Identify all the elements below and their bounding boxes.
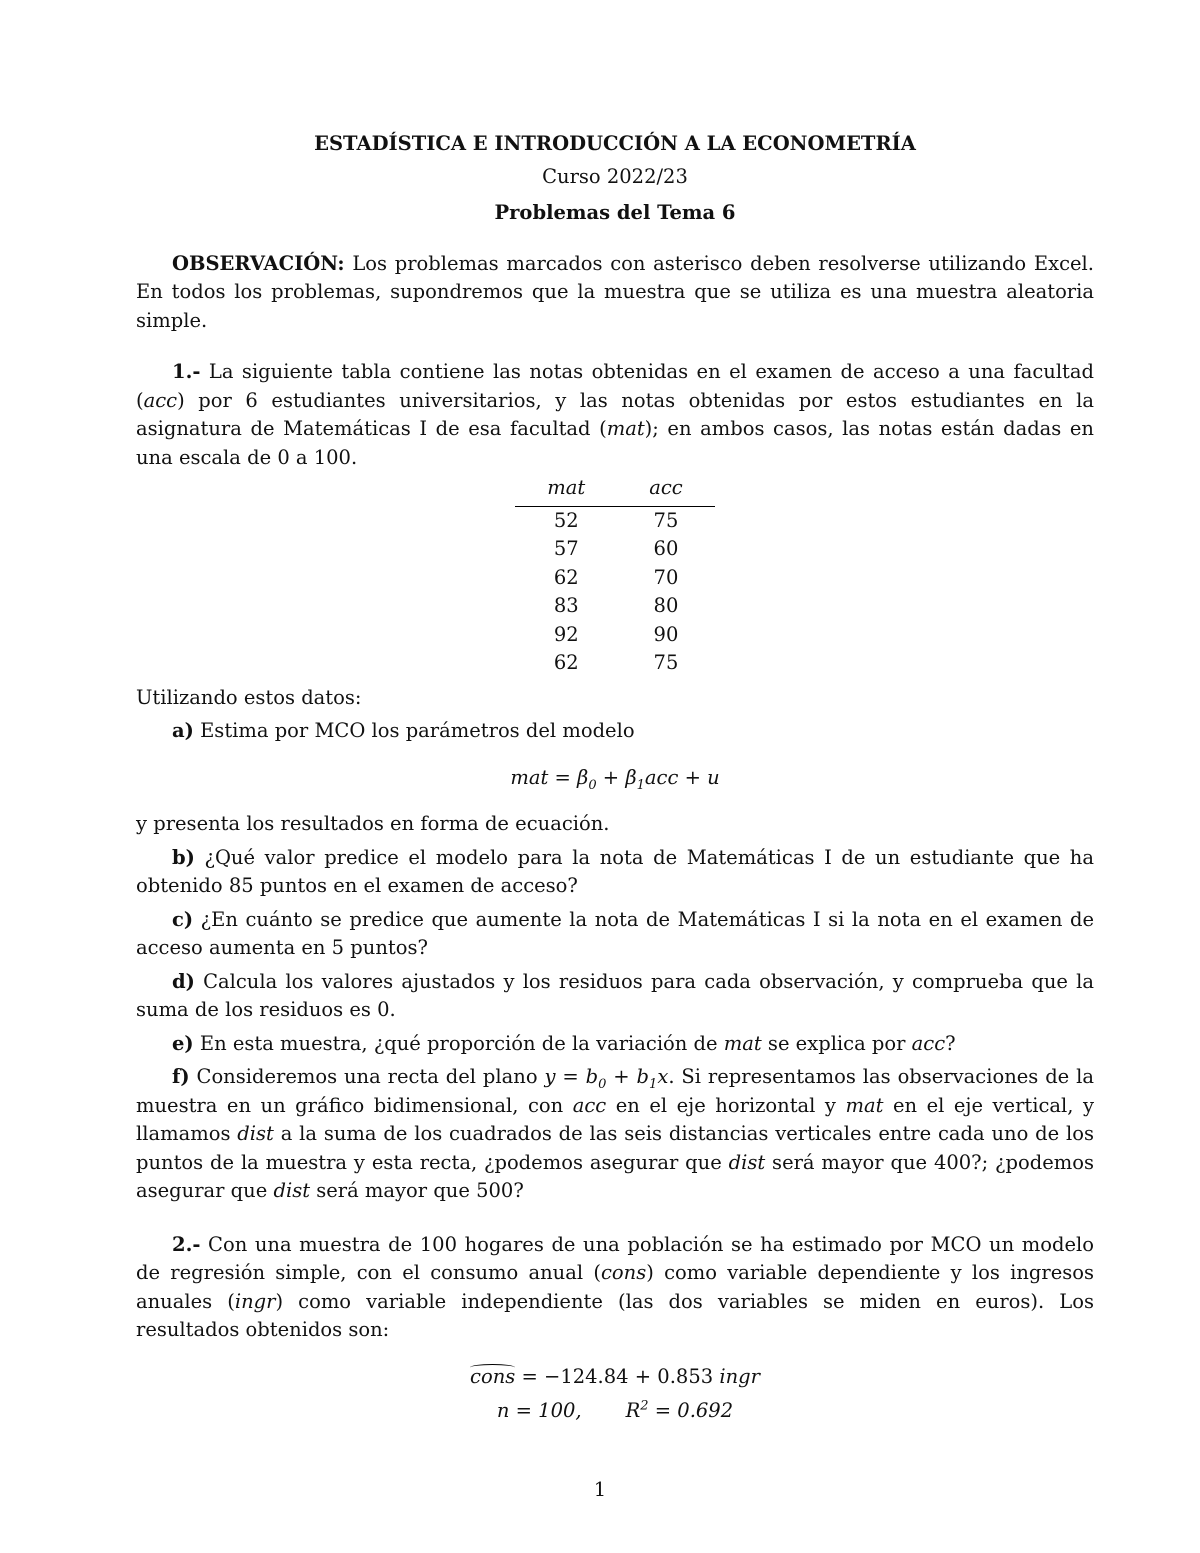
table-row [515,621,714,650]
item-f-text: en el eje horizontal y [606,1093,846,1117]
using-data-label: Utilizando estos datos: [136,685,362,709]
observation-label: OBSERVACIÓN: [172,251,345,275]
sample-size: n = 100, [496,1399,582,1422]
table-cell: 75 [653,508,679,532]
problem-1-text: ) por 6 estudiantes universitarios, y las notas obtenidas por estos estudiantes en la asignatura de Matemáticas I de esa facultad ( [136,388,1094,440]
item-f-label: f) [172,1065,190,1088]
data-table [515,474,714,678]
item-e-text: En esta muestra, ¿qué proporción de la variación de [193,1031,724,1055]
item-d-label: d) [172,969,195,993]
item-b-label: b) [172,845,195,869]
variable-ingr: ingr [719,1364,760,1388]
item-a [136,717,1094,746]
item-f-text: en el eje vertical, y llamamos [136,1093,1094,1145]
model-equation: mat = $\beta_0 + \beta_1acc + u$ [510,765,720,793]
variable-mat: mat [606,417,645,440]
table-cell: 60 [653,537,679,560]
table-row [515,649,714,678]
course-label: Curso 2022/23 [542,164,688,188]
table-row [515,506,714,535]
observation-text-2: En todos los problemas, supondremos que la muestra que se utiliza es una muestra aleatoria simple. [136,280,1094,332]
header [136,130,1094,228]
item-b-text: ¿Qué valor predice el modelo para la nota de Matemáticas I de un estudiante que ha obtenido 85 puntos en el examen de acceso? [136,845,1094,897]
table-cell: 83 [553,594,579,617]
variable-ingr: ingr [234,1289,276,1313]
item-e-text: se explica por [761,1031,912,1055]
table-row [515,592,714,621]
table-cell: 80 [653,594,679,617]
item-f-text: será mayor que 500? [310,1179,524,1202]
item-a-label: a) [172,719,194,742]
problem-2-number: 2.- [172,1232,201,1256]
item-e [136,1030,1094,1059]
page-number: 1 [593,1478,607,1501]
problem-1-number: 1.- [172,360,201,383]
problem-1-intro [136,358,1094,472]
variable-mat: mat [845,1093,884,1117]
table-cell: 75 [653,651,679,674]
table-header-acc: acc [617,474,714,506]
equation-rhs: = −124.84 + 0.853 [515,1364,720,1388]
problem-1-text: La siguiente tabla contiene las notas obtenidas en el examen de acceso a una facultad ( [136,360,1094,412]
variable-cons: cons [600,1261,647,1284]
fitted-cons: cons [470,1363,515,1392]
problem-2-text: Con una muestra de 100 hogares de una población se ha estimado por MCO un modelo de regresión simple, con el consumo anual ( [136,1232,1094,1284]
observation-text-1: Los problemas marcados con asterisco deben resolverse utilizando Excel. [344,251,1094,275]
item-d [136,968,1094,1025]
regression-result [136,1363,1094,1426]
item-f-text: será mayor que 400?; ¿podemos asegurar que [136,1150,1094,1202]
line-equation: $y = b_0 + b_1x$ [544,1065,669,1092]
table-cell: 52 [553,508,579,532]
table-cell: 70 [653,565,679,589]
table-cell: 92 [553,622,579,646]
after-model-text: y presenta los resultados en forma de ecuación. [136,812,610,835]
observation-paragraph [136,250,1094,336]
table-row [515,535,714,564]
document-page [136,130,1094,1426]
table-cell: 62 [553,651,579,674]
item-f-text: . Si representamos las observaciones de la muestra en un gráfico bidimensional, con [136,1065,1094,1117]
item-e-label: e) [172,1031,194,1055]
problem-2-text: ) como variable dependiente y los ingresos anuales ( [136,1261,1094,1313]
variable-dist: dist [273,1179,311,1202]
problem-1-text: ); en ambos casos, las notas están dadas en una escala de 0 a 100. [136,417,1094,469]
table-header-row [515,474,714,506]
subtitle: Problemas del Tema 6 [494,201,736,224]
table-cell: 90 [653,622,679,646]
item-a-text: Estima por MCO los parámetros del modelo [193,719,635,742]
item-c [136,906,1094,963]
item-f-text: a la suma de los cuadrados de las seis distancias verticales entre cada uno de los puntos de la muestra y esta recta, ¿podemos asegurar que [136,1122,1095,1174]
item-f-text: Consideremos una recta del plano [189,1065,545,1088]
problem-2-text: ) como variable independiente (las dos variables se miden en euros). Los resultados obtenidos son: [136,1289,1094,1341]
document-title: ESTADÍSTICA E INTRODUCCIÓN A LA ECONOMETRÍA [314,132,916,155]
table-cell: 57 [553,537,579,560]
table-cell: 62 [553,565,579,589]
table-header-mat: mat [515,474,617,506]
item-f [136,1063,1094,1206]
variable-mat: mat [723,1031,762,1055]
regression-equation [136,1363,1094,1392]
item-d-text: Calcula los valores ajustados y los residuos para cada observación, y comprueba que la suma de los residuos es 0. [136,969,1094,1021]
variable-acc: acc [143,388,178,412]
table-row [515,564,714,593]
r-squared: $R^2 = 0.692$ [625,1398,734,1422]
item-c-label: c) [172,907,194,931]
variable-dist: dist [237,1122,274,1145]
variable-acc: acc [911,1031,946,1055]
problem-2-intro [136,1231,1094,1345]
item-b [136,844,1094,901]
item-e-text: ? [945,1031,956,1055]
variable-acc: acc [572,1093,607,1117]
regression-stats [136,1397,1094,1426]
variable-dist: dist [728,1150,766,1174]
item-c-text: ¿En cuánto se predice que aumente la nota de Matemáticas I si la nota en el examen de acceso aumenta en 5 puntos? [136,907,1094,959]
